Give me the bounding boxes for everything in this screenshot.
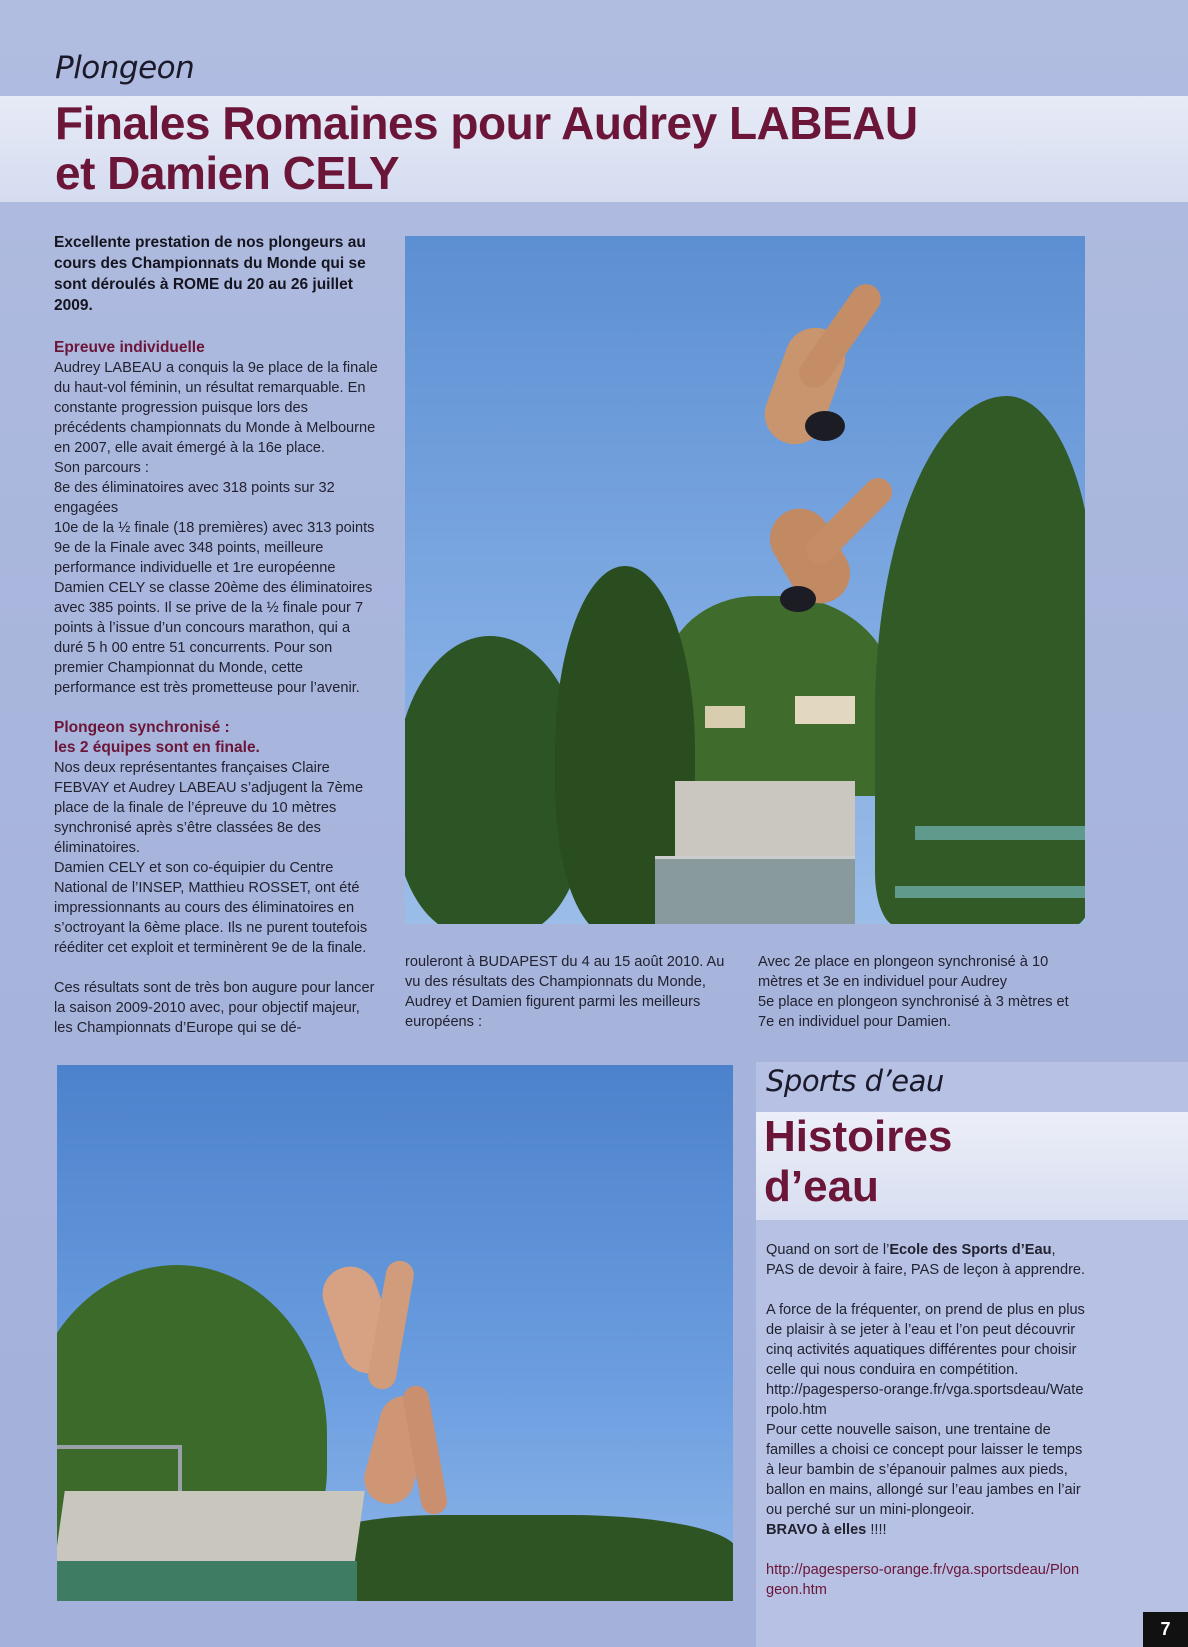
article-title <box>55 98 1155 198</box>
paragraph: Ces résultats sont de très bon augure pour lancer la saison 2009-2010 avec, pour objectif majeur, les Championnats d’Europe qui se dé- <box>54 980 375 1036</box>
paragraph: Son parcours : <box>54 460 149 476</box>
section-label: Plongeon <box>55 50 195 86</box>
subheading-synchro <box>54 718 380 758</box>
page-number: 7 <box>1143 1612 1188 1647</box>
text: Quand on sort de l’ <box>766 1242 890 1258</box>
article-column-1 <box>54 232 380 1038</box>
building-glass <box>655 856 855 924</box>
sidebar-title-line2: d’eau <box>764 1162 879 1211</box>
diver-swimsuit <box>805 411 845 441</box>
sidebar-section-label: Sports d’eau <box>766 1064 944 1098</box>
paragraph: Pour cette nouvelle saison, une trentaine de familles a choisi ce concept pour laisser le temps à leur bambin de s’épanouir palmes aux pieds, ballon en mains, allongé sur l’eau jambes en l’air ou perché sur un mini-plongeoir. <box>766 1422 1083 1518</box>
article-title-line1: Finales Romaines pour Audrey LABEAU <box>55 97 918 149</box>
subheading-individual: Epreuve individuelle <box>54 339 205 356</box>
paragraph: Audrey LABEAU a conquis la 9e place de la finale du haut-vol féminin, un résultat remarquable. En constante progression puisque lors des précédents championnats du Monde à Melbourne en 2007, elle avait émergé à la 16e place. <box>54 360 378 456</box>
house <box>795 696 855 724</box>
subheading-synchro-line2: les 2 équipes sont en finale. <box>54 739 260 756</box>
paragraph: 5e place en plongeon synchronisé à 3 mètres et 7e en individuel pour Damien. <box>758 994 1069 1030</box>
diver-swimsuit <box>780 586 816 612</box>
photo-female-divers <box>57 1065 733 1601</box>
paragraph: 8e des éliminatoires avec 318 points sur 32 engagées <box>54 480 335 516</box>
paragraph: 10e de la ½ finale (18 premières) avec 313 points <box>54 520 375 536</box>
paragraph: Avec 2e place en plongeon synchronisé à 10 mètres et 3e en individuel pour Audrey <box>758 954 1049 990</box>
railing-post <box>178 1445 182 1493</box>
article-column-3 <box>758 952 1084 1032</box>
railing <box>57 1445 182 1449</box>
paragraph: A force de la fréquenter, on prend de plus en plus de plaisir à se jeter à l’eau et l’on peut découvrir cinq activités aquatiques différentes pour choisir celle qui nous conduira en compétition. <box>766 1302 1085 1378</box>
article-title-line2: et Damien CELY <box>55 147 400 199</box>
paragraph: Damien CELY et son co-équipier du Centre National de l’INSEP, Matthieu ROSSET, ont été impressionnants au cours des éliminatoires en s’octroyant la 6ème place. Ils ne purent toutefois rééditer cet exploit et terminèrent 9e de la finale. <box>54 860 368 956</box>
paragraph <box>766 1520 1086 1540</box>
paragraph <box>766 1240 1086 1280</box>
sidebar-title-line1: Histoires <box>764 1112 953 1161</box>
paragraph: Nos deux représentantes françaises Claire FEBVAY et Audrey LABEAU s’adjugent la 7ème place de la finale de l’épreuve du 10 mètres synchronisé après s’être classées 8e des éliminatoires. <box>54 760 364 856</box>
diving-platform-side <box>57 1561 357 1601</box>
hillside <box>665 596 895 796</box>
bold-text: Ecole des Sports d’Eau <box>889 1242 1052 1258</box>
article-intro: Excellente prestation de nos plongeurs au cours des Championnats du Monde qui se sont déroulés à ROME du 20 au 26 juillet 2009. <box>54 234 366 314</box>
house <box>705 706 745 728</box>
plongeon-link[interactable]: http://pagesperso-orange.fr/vga.sportsdeau/Plongeon.htm <box>766 1562 1080 1598</box>
diving-platform <box>895 886 1085 898</box>
text: , PAS de devoir à faire, PAS de leçon à apprendre. <box>766 1242 1086 1278</box>
bravo-text: BRAVO à elles <box>766 1522 867 1538</box>
subheading-synchro-line1: Plongeon synchronisé : <box>54 719 230 736</box>
tree <box>875 396 1085 924</box>
diving-platform <box>915 826 1085 840</box>
url-text: http://pagesperso-orange.fr/vga.sportsdeau/Waterpolo.htm <box>766 1382 1084 1418</box>
treeline <box>317 1515 733 1601</box>
sidebar-title <box>764 1112 952 1212</box>
sidebar-body <box>766 1240 1086 1600</box>
paragraph: rouleront à BUDAPEST du 4 au 15 août 2010. Au vu des résultats des Championnats du Monde, Audrey et Damien figurent parmi les meilleurs européens : <box>405 954 725 1030</box>
article-column-2 <box>405 952 731 1032</box>
photo-male-divers <box>405 236 1085 924</box>
paragraph: Damien CELY se classe 20ème des éliminatoires avec 385 points. Il se prive de la ½ finale pour 7 points à l’issue d’un concours marathon, qui a duré 5 h 00 entre 51 concurrents. Pour son premier Championnat du Monde, cette performance est très prometteuse pour l’avenir. <box>54 580 373 696</box>
text: !!!! <box>870 1522 887 1538</box>
paragraph: 9e de la Finale avec 348 points, meilleure performance individuelle et 1re européenne <box>54 540 336 576</box>
